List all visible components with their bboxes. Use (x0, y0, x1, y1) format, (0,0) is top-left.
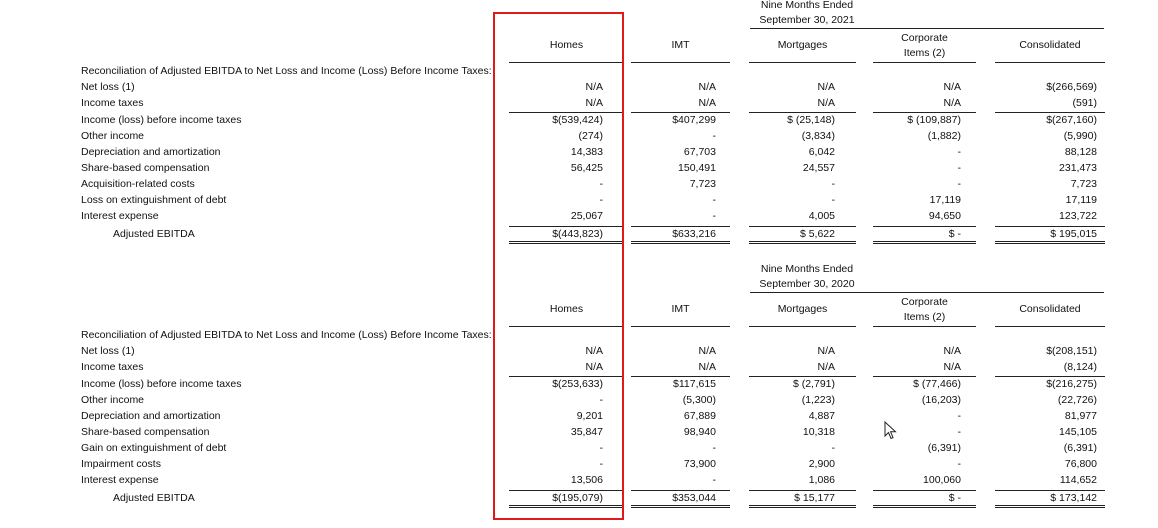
cell-imt: - (712, 474, 716, 486)
cell-mortgages: $ (2,791) (792, 378, 835, 390)
cell-corporate: - (957, 162, 961, 174)
cell-corporate: $ (77,466) (913, 378, 961, 390)
cell-corporate: $ - (948, 228, 961, 240)
cell-homes: - (599, 458, 603, 470)
cell-imt: N/A (698, 81, 716, 93)
cell-mortgages: 2,900 (808, 458, 835, 470)
period-header-line1: Nine Months Ended (760, 0, 854, 11)
cell-consolidated: 7,723 (1070, 178, 1097, 190)
subtotal-rule (995, 376, 1105, 377)
double-rule-1 (873, 505, 976, 506)
cell-corporate: (1,882) (927, 130, 961, 142)
column-header-text: IMT (671, 39, 690, 51)
cell-homes: 9,201 (576, 410, 603, 422)
cell-corporate: (16,203) (921, 394, 961, 406)
cell-consolidated: (591) (1072, 97, 1097, 109)
cell-homes: N/A (585, 81, 603, 93)
column-header-text: Consolidated (1019, 39, 1081, 51)
cell-homes: $(253,633) (552, 378, 603, 390)
cell-homes: 14,383 (570, 146, 603, 158)
total-rule (631, 226, 730, 227)
cell-consolidated: (6,391) (1063, 442, 1097, 454)
cell-consolidated: (5,990) (1063, 130, 1097, 142)
cell-corporate: 17,119 (929, 194, 961, 206)
cell-mortgages: N/A (817, 345, 835, 357)
column-header-text: Corporate (901, 32, 948, 44)
row-label: Acquisition-related costs (81, 178, 195, 190)
cell-corporate: (6,391) (927, 442, 961, 454)
row-label: Gain on extinguishment of debt (81, 442, 227, 454)
cell-consolidated: 145,105 (1059, 426, 1097, 438)
column-header-rule (995, 326, 1105, 327)
cell-homes: $(539,424) (552, 114, 603, 126)
cell-consolidated: 88,128 (1064, 146, 1097, 158)
double-rule-1 (631, 241, 730, 242)
cell-mortgages: N/A (817, 81, 835, 93)
cell-imt: 150,491 (678, 162, 716, 174)
cell-homes: 25,067 (570, 210, 603, 222)
column-header-text: Mortgages (777, 39, 828, 51)
column-header-mortgages (749, 302, 856, 317)
double-rule-1 (631, 505, 730, 506)
row-label: Interest expense (81, 210, 159, 222)
period-header-line1: Nine Months Ended (760, 263, 854, 275)
cell-imt: 98,940 (683, 426, 716, 438)
subtotal-rule (631, 112, 730, 113)
cell-consolidated: 231,473 (1059, 162, 1097, 174)
cell-mortgages: N/A (817, 97, 835, 109)
cell-mortgages: N/A (817, 361, 835, 373)
cell-consolidated: 17,119 (1065, 194, 1097, 206)
column-header-rule (749, 62, 856, 63)
cell-mortgages: $ 15,177 (794, 492, 835, 504)
subtotal-rule (873, 112, 976, 113)
cell-imt: N/A (698, 345, 716, 357)
cell-consolidated: 76,800 (1064, 458, 1097, 470)
cell-homes: N/A (585, 361, 603, 373)
total-rule (873, 490, 976, 491)
cell-mortgages: 1,086 (808, 474, 835, 486)
cell-imt: - (712, 210, 716, 222)
cell-corporate: - (957, 146, 961, 158)
column-header-text: Consolidated (1019, 303, 1081, 315)
row-label: Depreciation and amortization (81, 146, 221, 158)
cell-imt: $117,615 (672, 378, 716, 390)
homes-column-highlight (493, 12, 624, 520)
cell-corporate: N/A (943, 81, 961, 93)
row-label: Other income (81, 394, 145, 406)
cell-mortgages: $ 5,622 (799, 228, 835, 240)
cell-corporate: N/A (943, 361, 961, 373)
double-rule-2 (749, 507, 856, 508)
subtotal-rule (749, 376, 856, 377)
cell-mortgages: 4,887 (808, 410, 835, 422)
column-header-text: IMT (671, 303, 690, 315)
row-label: Net loss (1) (81, 81, 135, 93)
double-rule-1 (995, 505, 1105, 506)
total-rule (995, 490, 1105, 491)
subtotal-rule (631, 376, 730, 377)
double-rule-2 (631, 507, 730, 508)
row-label: Other income (81, 130, 145, 142)
cell-homes: $(443,823) (552, 228, 603, 240)
row-label: Share-based compensation (81, 162, 210, 174)
cell-imt: N/A (698, 361, 716, 373)
cell-corporate: - (957, 426, 961, 438)
cell-homes: N/A (585, 345, 603, 357)
cell-mortgages: 4,005 (808, 210, 835, 222)
cell-consolidated: $(266,569) (1046, 81, 1097, 93)
cell-mortgages: (1,223) (801, 394, 835, 406)
column-header-rule (995, 62, 1105, 63)
column-header-text: Items (2) (903, 47, 946, 59)
cell-homes: - (599, 442, 603, 454)
cell-mortgages: (3,834) (801, 130, 835, 142)
period-header-line2: September 30, 2021 (759, 14, 855, 26)
double-rule-1 (995, 241, 1105, 242)
period-header (742, 0, 872, 28)
cell-corporate: - (957, 410, 961, 422)
cell-corporate: N/A (943, 345, 961, 357)
cell-imt: - (712, 442, 716, 454)
mouse-cursor-icon (884, 421, 898, 441)
column-header-corporate (873, 295, 976, 325)
double-rule-2 (995, 243, 1105, 244)
cell-imt: 7,723 (689, 178, 716, 190)
cell-mortgages: 10,318 (802, 426, 835, 438)
column-header-text: Corporate (901, 296, 948, 308)
double-rule-2 (631, 243, 730, 244)
total-rule (749, 490, 856, 491)
row-label: Share-based compensation (81, 426, 210, 438)
subtotal-rule (995, 112, 1105, 113)
cell-imt: $353,044 (672, 492, 716, 504)
row-label: Interest expense (81, 474, 159, 486)
cell-homes: - (599, 194, 603, 206)
cell-corporate: - (957, 178, 961, 190)
column-header-rule (631, 62, 730, 63)
reconciliation-caption: Reconciliation of Adjusted EBITDA to Net Loss and Income (Loss) Before Income Taxes: (81, 65, 492, 77)
cell-mortgages: - (831, 178, 835, 190)
double-rule-1 (749, 241, 856, 242)
cell-homes: 13,506 (570, 474, 603, 486)
cell-consolidated: 81,977 (1064, 410, 1097, 422)
cell-consolidated: $ 195,015 (1050, 228, 1097, 240)
cell-homes: 56,425 (570, 162, 603, 174)
total-rule (995, 226, 1105, 227)
cell-corporate: - (957, 458, 961, 470)
cell-mortgages: - (831, 194, 835, 206)
double-rule-2 (749, 243, 856, 244)
cell-imt: $633,216 (672, 228, 716, 240)
cell-homes: - (599, 178, 603, 190)
cell-corporate: 100,060 (923, 474, 961, 486)
column-header-rule (873, 62, 976, 63)
cell-corporate: $ - (948, 492, 961, 504)
column-header-rule (749, 326, 856, 327)
total-rule (749, 226, 856, 227)
cell-imt: - (712, 194, 716, 206)
cell-mortgages: 6,042 (808, 146, 835, 158)
cell-corporate: $ (109,887) (907, 114, 961, 126)
column-header-text: Items (2) (903, 311, 946, 323)
cell-homes: N/A (585, 97, 603, 109)
double-rule-1 (873, 241, 976, 242)
row-label: Adjusted EBITDA (113, 492, 195, 504)
cell-imt: $407,299 (672, 114, 716, 126)
cell-consolidated: (8,124) (1063, 361, 1097, 373)
double-rule-2 (873, 243, 976, 244)
cell-mortgages: $ (25,148) (787, 114, 835, 126)
period-header-rule (750, 292, 1104, 293)
cell-homes: - (599, 394, 603, 406)
row-label: Net loss (1) (81, 345, 135, 357)
double-rule-1 (749, 505, 856, 506)
cell-consolidated: (22,726) (1057, 394, 1097, 406)
column-header-rule (631, 326, 730, 327)
row-label: Income (loss) before income taxes (81, 378, 242, 390)
total-rule (873, 226, 976, 227)
period-header-line2: September 30, 2020 (759, 278, 855, 290)
double-rule-2 (873, 507, 976, 508)
row-label: Adjusted EBITDA (113, 228, 195, 240)
cell-imt: 67,889 (683, 410, 716, 422)
column-header-corporate (873, 31, 976, 61)
double-rule-2 (995, 507, 1105, 508)
row-label: Income taxes (81, 361, 144, 373)
cell-consolidated: 114,652 (1059, 474, 1097, 486)
column-header-text: Homes (549, 303, 584, 315)
cell-homes: 35,847 (570, 426, 603, 438)
column-header-imt (631, 38, 730, 53)
period-header (742, 262, 872, 292)
cell-imt: 67,703 (683, 146, 716, 158)
cell-consolidated: $(216,275) (1046, 378, 1097, 390)
cell-homes: $(195,079) (552, 492, 603, 504)
cell-mortgages: 24,557 (802, 162, 835, 174)
total-rule (631, 490, 730, 491)
cell-imt: - (712, 130, 716, 142)
cell-mortgages: - (831, 442, 835, 454)
cell-imt: (5,300) (682, 394, 716, 406)
cell-consolidated: $(267,160) (1046, 114, 1097, 126)
column-header-mortgages (749, 38, 856, 53)
row-label: Income (loss) before income taxes (81, 114, 242, 126)
column-header-imt (631, 302, 730, 317)
cell-consolidated: $(208,151) (1046, 345, 1097, 357)
cell-homes: (274) (578, 130, 603, 142)
subtotal-rule (873, 376, 976, 377)
cell-imt: N/A (698, 97, 716, 109)
cell-corporate: 94,650 (928, 210, 961, 222)
cell-consolidated: $ 173,142 (1050, 492, 1097, 504)
row-label: Loss on extinguishment of debt (81, 194, 227, 206)
period-header-rule (750, 28, 1104, 29)
row-label: Depreciation and amortization (81, 410, 221, 422)
column-header-text: Homes (549, 39, 584, 51)
cell-corporate: N/A (943, 97, 961, 109)
row-label: Impairment costs (81, 458, 161, 470)
column-header-rule (873, 326, 976, 327)
cell-consolidated: 123,722 (1059, 210, 1097, 222)
column-header-consolidated (995, 302, 1105, 317)
column-header-consolidated (995, 38, 1105, 53)
column-header-text: Mortgages (777, 303, 828, 315)
reconciliation-caption: Reconciliation of Adjusted EBITDA to Net Loss and Income (Loss) Before Income Taxes: (81, 329, 492, 341)
cell-imt: 73,900 (683, 458, 716, 470)
subtotal-rule (749, 112, 856, 113)
row-label: Income taxes (81, 97, 144, 109)
